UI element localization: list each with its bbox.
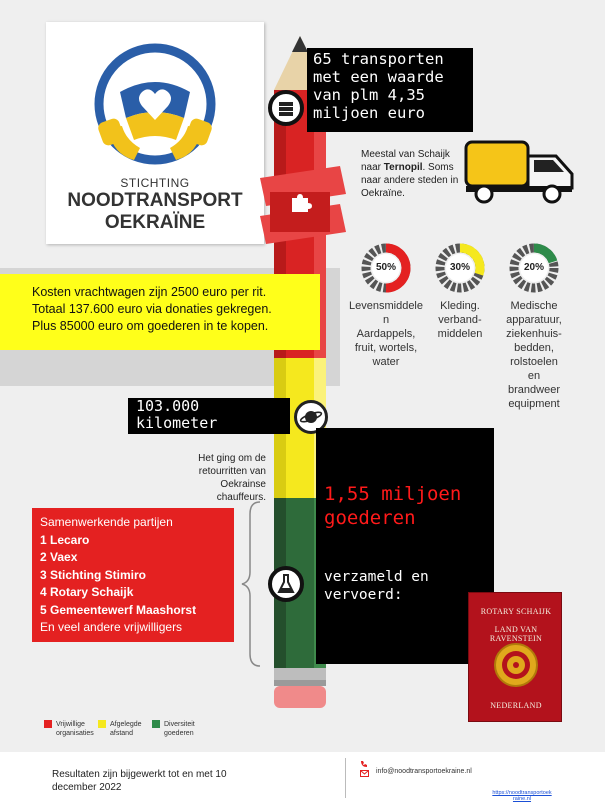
goods-subline-line: verzameld en <box>324 569 429 585</box>
logo-line-stichting: STICHTING <box>120 176 190 190</box>
retour-line: Het ging om de <box>198 453 266 464</box>
medical-line: equipment <box>508 398 560 410</box>
donut-percent-medical: 20% <box>523 262 544 273</box>
km-line-1: 103.000 <box>136 397 200 415</box>
partners-bracket <box>236 500 266 668</box>
medical-line: Medische <box>510 300 558 312</box>
logo-line-oekraine: OEKRAÏNE <box>104 212 206 233</box>
transport-line-3: van plm 4,35 <box>313 86 425 104</box>
goods-subline-line: vervoerd: <box>324 587 403 603</box>
logo-card <box>46 22 264 244</box>
book-title-1: ROTARY SCHAIJK <box>480 607 552 616</box>
medical-line: apparatuur, <box>506 314 562 326</box>
food-line: water <box>372 356 400 368</box>
legend-line: organisaties <box>56 730 94 737</box>
legend-line: Afgelegde <box>110 721 142 728</box>
partners-footer: En veel andere vrijwilligers <box>40 620 183 634</box>
legend-line: goederen <box>164 730 194 737</box>
book-title-3: NEDERLAND <box>490 701 542 710</box>
food-line: n <box>382 314 390 326</box>
footer-results-line: december 2022 <box>52 782 122 793</box>
logo-emblem <box>80 36 230 176</box>
footer-divider <box>345 758 346 798</box>
costs-box <box>0 274 320 350</box>
donut-percent-clothing: 30% <box>449 262 470 273</box>
goods-headline <box>324 482 492 530</box>
costs-line-3: Plus 85000 euro om goederen in te kopen. <box>32 319 269 333</box>
medical-line: ziekenhuis- <box>506 328 562 340</box>
food-line: fruit, wortels, <box>354 342 418 354</box>
rotary-book <box>468 592 562 722</box>
footer-results-line: Resultaten zijn bijgewerkt tot en met 10 <box>52 769 227 780</box>
costs-line-1: Kosten vrachtwagen zijn 2500 euro per rit. <box>32 285 267 299</box>
transport-line-2: met een waarde <box>313 68 444 86</box>
logo-line-noodtransport: NOODTRANSPORT <box>67 190 243 211</box>
retour-line: retourritten van Oekrainse <box>198 466 266 490</box>
legend-swatch-green <box>152 720 160 728</box>
legend-line: afstand <box>110 730 133 737</box>
legend-item-distance <box>110 720 142 738</box>
goods-subline <box>324 568 492 604</box>
clothing-line: verband- <box>438 314 482 326</box>
legend-line: Diversiteit <box>164 721 195 728</box>
donut-percent-food: 50% <box>375 262 396 273</box>
medical-line: en <box>527 370 541 382</box>
footer-link-line[interactable]: https://noodtransportoek <box>492 790 552 796</box>
transport-line-1: 65 transporten <box>313 50 444 68</box>
route-text <box>361 148 463 200</box>
goods-headline-line: goederen <box>324 507 416 529</box>
retour-line: chauffeurs. <box>216 492 266 503</box>
partners-title: Samenwerkende partijen <box>40 515 173 529</box>
book-title-2: LAND VAN RAVENSTEIN <box>489 625 543 643</box>
partner-item: 3 Stichting Stimiro <box>40 567 147 582</box>
clothing-line: middelen <box>437 328 483 340</box>
food-line: Levensmiddele <box>349 300 423 312</box>
costs-line-2: Totaal 137.600 euro via donaties gekregen. <box>32 302 272 316</box>
route-prefix: Meestal van Schaijk naar <box>361 149 450 173</box>
kilometer-box <box>128 398 290 434</box>
route-city: Ternopil <box>383 162 423 173</box>
goods-headline-line: 1,55 miljoen <box>324 483 462 505</box>
partner-item: 5 Gemeentewerf Maashorst <box>40 602 197 617</box>
km-line-2: kilometer <box>136 414 218 432</box>
transport-value-box <box>307 48 473 132</box>
legend-item-diversity <box>164 720 195 738</box>
phone-icon <box>360 760 368 768</box>
partners-box <box>32 508 234 642</box>
medical-line: rolstoelen <box>510 356 558 368</box>
truck-icon <box>464 138 580 204</box>
rotary-wheel-icon <box>492 641 540 689</box>
route-suffix: . Soms naar andere steden in Oekraïne. <box>361 162 459 199</box>
puzzle-icon <box>288 190 312 214</box>
footer-link-line[interactable]: raine.nl <box>512 796 532 802</box>
footer-website-link[interactable] <box>482 790 562 802</box>
mail-icon <box>360 770 369 777</box>
food-line: Aardappels, <box>356 328 416 340</box>
transport-line-4: miljoen euro <box>313 104 425 122</box>
legend-swatch-red <box>44 720 52 728</box>
partner-item: 2 Vaex <box>40 550 78 564</box>
footer-email[interactable]: info@noodtransportoekraine.nl <box>376 768 472 775</box>
donut-label-medical <box>489 299 579 411</box>
retour-text <box>162 452 266 504</box>
partner-item: 1 Lecaro <box>40 532 90 547</box>
legend-swatch-yellow <box>98 720 106 728</box>
footer-results <box>52 768 282 794</box>
legend-item-organisations <box>56 720 94 738</box>
flask-icon <box>268 566 304 602</box>
stack-icon <box>268 90 304 126</box>
medical-line: bedden, <box>514 342 554 354</box>
medical-line: brandweer <box>508 384 560 396</box>
clothing-line: Kleding. <box>440 300 480 312</box>
partner-item: 4 Rotary Schaijk <box>40 585 134 599</box>
legend-line: Vrijwillige <box>56 721 85 728</box>
